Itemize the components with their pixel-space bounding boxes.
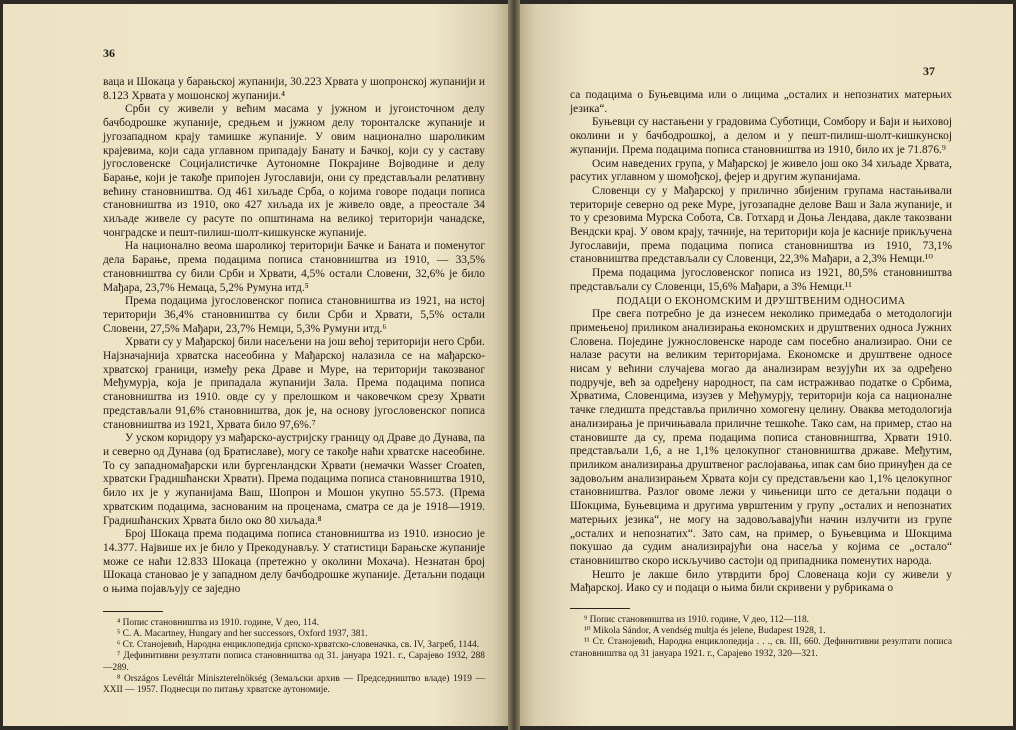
footnote: ⁶ Ст. Станојевић, Народна енциклопедија српско-хрватско-словеначка, св. IV, Загреб, 1144. xyxy=(117,640,480,651)
footnote: ⁵ C. A. Macartney, Hungary and her successors, Oxford 1937, 381. xyxy=(117,628,368,639)
page-number: 36 xyxy=(103,46,115,60)
paragraph: Према подацима југословенског пописа из 1921, 80,5% становништва представљали су Словенци, 15,6% Мађари, а 3% Немци.¹¹ xyxy=(570,267,952,293)
right-page xyxy=(520,4,1013,726)
paragraph: Нешто је лакше било утврдити број Словенаца који су живели у Мађарској. Иако су и подаци о њима били скривени у рубрикама о xyxy=(570,568,952,595)
paragraph: У уском коридору уз мађарско-аустријску границу од Драве до Дунава, па и северно од Дунава (од Братиславе), могу се такође наћи хрватске насеобине. То су западномађарски или бургенландски Хрвати (немачки Wasser Croaten, хрватски Градишћански Хрвати). Према подацима пописа становништва 1910, било их је у жупанијама Ваш, Шопрон и Мошон укупно 55.573. (Према хрватским подацима, заснованим на проценама, сматра се да је 1918—1919. Градишћанских Хрвата било око 80 хиљада.⁸ xyxy=(103,432,485,527)
footnote-divider xyxy=(103,611,163,612)
footnote: ⁷ Дефинитивни резултати пописа становништва од 31. јануара 1921. г., Сарајево 1932, 288—289. xyxy=(103,651,485,673)
left-page-text xyxy=(103,76,485,696)
footnote-divider xyxy=(570,608,630,609)
paragraph: Осим наведених група, у Мађарској је живело још око 34 хиљаде Хрвата, расутих углавном у шомођској, фејер и другим жупанијама. xyxy=(570,157,952,184)
footnote: ⁸ Országos Levéltár Miniszterelnökség (Земаљски архив — Председништво владе) 1919 — XXII — 1957. Поднесци по питању хрватске аутономије. xyxy=(103,673,485,695)
paragraph: На националнo веома шароликој територији Бачке и Баната и поменутог дела Барање, према подацима пописа становништва из 1910, — 33,5% становништва су били Срби и Хрвати, 4,5% остали Словени, 32,6% је било Мађара, 23,7% Немаца, 5,2% Румуна итд.⁵ xyxy=(103,240,485,294)
footnote: ⁹ Попис становништва из 1910. године, V део, 112—118. xyxy=(584,615,810,626)
page-number: 37 xyxy=(923,64,935,78)
paragraph: Према подацима југословенског пописа становништва из 1921, на истој територији 36,4% становништва су били Срби и Хрвати, 5,5% остали Словени, 27,5% Мађари, 23,7% Немци, 5,3% Румуни итд.⁶ xyxy=(103,295,485,335)
paragraph: Буњевци су настањени у градовима Суботици, Сомбору и Баји и њиховој околини и у бачбодрошкој, а делом и у пешт-пилиш-шолт-кишкунској жупанији. Према подацима пописа становништва из 1910, било их је 71.876.⁹ xyxy=(570,116,952,156)
footnote: ¹⁰ Mikola Sándor, A vendség multja és jelene, Budapest 1928, 1. xyxy=(584,626,826,637)
footnote: ⁴ Попис становништва из 1910. године, V део, 114. xyxy=(117,617,319,628)
paragraph: са подацима о Буњевцима или о лицима „осталих и непознатих матерњих језика“. xyxy=(570,89,952,115)
footnote: ¹¹ Ст. Станојевић, Народна енциклопедија . . ., св. III, 660. Дефинитивни резултати пописа становништва од 31 јануара 1921. г., Сарајево 1932, 320—321. xyxy=(570,637,952,659)
section-heading: ПОДАЦИ О ЕКОНОМСКИМ И ДРУШТВЕНИМ ОДНОСИМА xyxy=(616,295,906,307)
paragraph: Срби су живели у већим масама у јужном и југоисточном делу бачбодрошке жупаније, средњем и јужном делу торонталске жупаније и југозападном крају тамишке жупаније. У овим националнo шароликим крајевима, који сада углавном припадају Банату и Бачкој, који су у саставу југословенске Социјалистичке Аутономне Покрајине Војводине и делу Барање, који је такође припојен Југославији, они су представљали релативну већину становништва. Од 461 хиљаде Срба, о којима говоре подаци пописа становништва из 1910, око 427 хиљада их је живело овде, а преостале 34 хиљаде живеле су расуте по општинама на великој територији чанадске, чонградске и пешт-пилиш-шолт-кишкунске жупаније. xyxy=(103,103,485,239)
paragraph: Број Шокаца према подацима пописа становништва из 1910. износио је 14.377. Највише их је било у Прекодунављу. У статистици Барањске жупаније може се наћи 12.833 Шокаца (претежно у околини Мохача). Незнатан број Шокаца становао је у западном делу бачбодрошке жупаније. Детаљни подаци о њима појављују се заједно xyxy=(103,528,485,596)
book-gutter xyxy=(508,0,520,730)
left-page xyxy=(3,4,508,726)
paragraph: Пре свега потребно је да изнесем неколико примедаба о методологији примењеној приликом анализирања економских и друштвених односа Јужних Словена. Поједине јужнословенске народе сам посебно анализирао. Они се налазе расути на великим територијама. Економске и друштвене односе нисам у већини случајева могао да анализирам везујући их за одређено подручје, већ за одређену народност, па сам истраживао податке о Србима, Хрватима, Словенцима, изузев у Међумурју, територији која са националне тачке гледишта представља прилично хомогену целину. Оваква методологија анализирања је причињавала приличне тешкоће. Тако сам, на пример, стао на становиште да су, према подацима пописа становништва, Хрвати 1910. представљали 1,6, а не 1,1% целокупног становништва државе. Међутим, приликом анализирања друштвеног раслојавања, ипак сам био принуђен да се задовољим анализирањем Хрвата који су представљени као 1,1% целокупног становништва. Разлог овоме лежи у чињеници што се детаљни подаци о Шокцима, Буњевцима и другима уврштеним у групу „осталих и непознатих матерњих језика“, не могу на задовољавајући начин излучити из групе „осталих и непознатих“. Зато сам, на пример, о Буњевцима и Шокцима покушао да судим анализирајући она насеља у којима се „остало“ становништво скоро искључиво састоји од припадника поменутих народа. xyxy=(570,308,952,567)
paragraph: ваца и Шокаца у барањској жупанији, 30.223 Хрвата у шопронској жупанији и 8.123 Хрвата у мошонској жупанији.⁴ xyxy=(103,76,485,102)
right-page-text xyxy=(570,89,952,660)
paragraph: Словенци су у Мађарској у прилично збијеним групама настањивали територије северно од реке Муре, југозападне делове Ваш и Зала жупаније, и то у срезовима Мурска Собота, Св. Готхард и Доња Лендава, дакле такозвани Вендски крај. У овом крају, тачније, на територији која је касније прикључена Југославији, према подацима пописа становништва из 1910, 73,1% становништва представљали су Словенци, 22,3% Мађари, а 2,3% Немци.¹⁰ xyxy=(570,184,952,266)
paragraph: Хрвати су у Мађарској били насељени на још већој територији него Срби. Најзначајнија хрватска насеобина у Мађарској налазила се на мађарско-хрватској граници, између река Драве и Муре, на територији такозваног Међумурја, која је припадала жупанији Зала. Према подацима пописа становништва из 1910. овде су у прелошком и чаковечком срезу Хрвати представљали 91,6% становништва, док је, на основу југословенског пописа становништва из 1921, Хрвата било 97,6%.⁷ xyxy=(103,336,485,431)
